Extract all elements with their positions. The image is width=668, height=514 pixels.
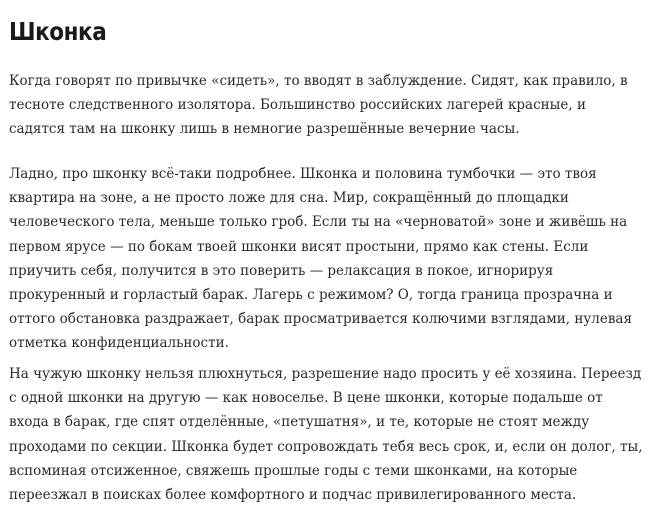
text-line: с одной шконки на другую — как новоселье. В цене шконки, которые подальше от bbox=[9, 390, 603, 407]
text-line: вспоминая отсиженное, свяжешь прошлые годы с теми шконками, на которые bbox=[9, 462, 578, 479]
text-line: человеческого тела, меньше только гроб. Если ты на «черноватой» зоне и живёшь на bbox=[9, 214, 628, 231]
text-line: переезжал в поисках более комфортного и подчас привилегированного места. bbox=[9, 486, 577, 503]
text-line: квартира на зоне, а не просто ложе для сна. Мир, сокращённый до площадки bbox=[9, 190, 569, 207]
text-line: прокуренный и горластый барак. Лагерь с режимом? О, тогда граница прозрачна и bbox=[9, 286, 613, 303]
text-line: На чужую шконку нельзя плюхнуться, разрешение надо просить у её хозяина. Переезд bbox=[9, 366, 642, 382]
text-line: проходами по секции. Шконка будет сопровождать тебя весь срок, и, если он долог, ты, bbox=[9, 438, 643, 455]
text-line: отметка конфиденциальности. bbox=[9, 335, 229, 352]
paragraph-2 bbox=[9, 162, 632, 356]
article-title: Шконка bbox=[9, 17, 107, 46]
text-line: Когда говорят по привычке «сидеть», то вводят в заблуждение. Сидят, как правило, в bbox=[9, 73, 628, 89]
text-line: тесноте следственного изолятора. Большинство российских лагерей красные, и bbox=[9, 97, 586, 114]
text-line: садятся там на шконку лишь в немногие разрешённые вечерние часы. bbox=[9, 121, 520, 138]
text-line: Ладно, про шконку всё-таки подробнее. Шконка и половина тумбочки — это твоя bbox=[9, 166, 597, 182]
article bbox=[9, 0, 649, 503]
paragraph-1 bbox=[9, 69, 628, 142]
text-line: оттого обстановка раздражает, барак просматривается колючими взглядами, нулевая bbox=[9, 311, 632, 328]
text-line: приучить себя, получится в это поверить — релаксация в покое, игнорируя bbox=[9, 262, 554, 279]
text-line: входа в барак, где спят отделённые, «петушатня», и те, которые не стоят между bbox=[9, 414, 590, 431]
paragraph-3 bbox=[9, 362, 643, 507]
text-line: первом ярусе — по бокам твоей шконки висят простыни, прямо как стены. Если bbox=[9, 238, 589, 255]
